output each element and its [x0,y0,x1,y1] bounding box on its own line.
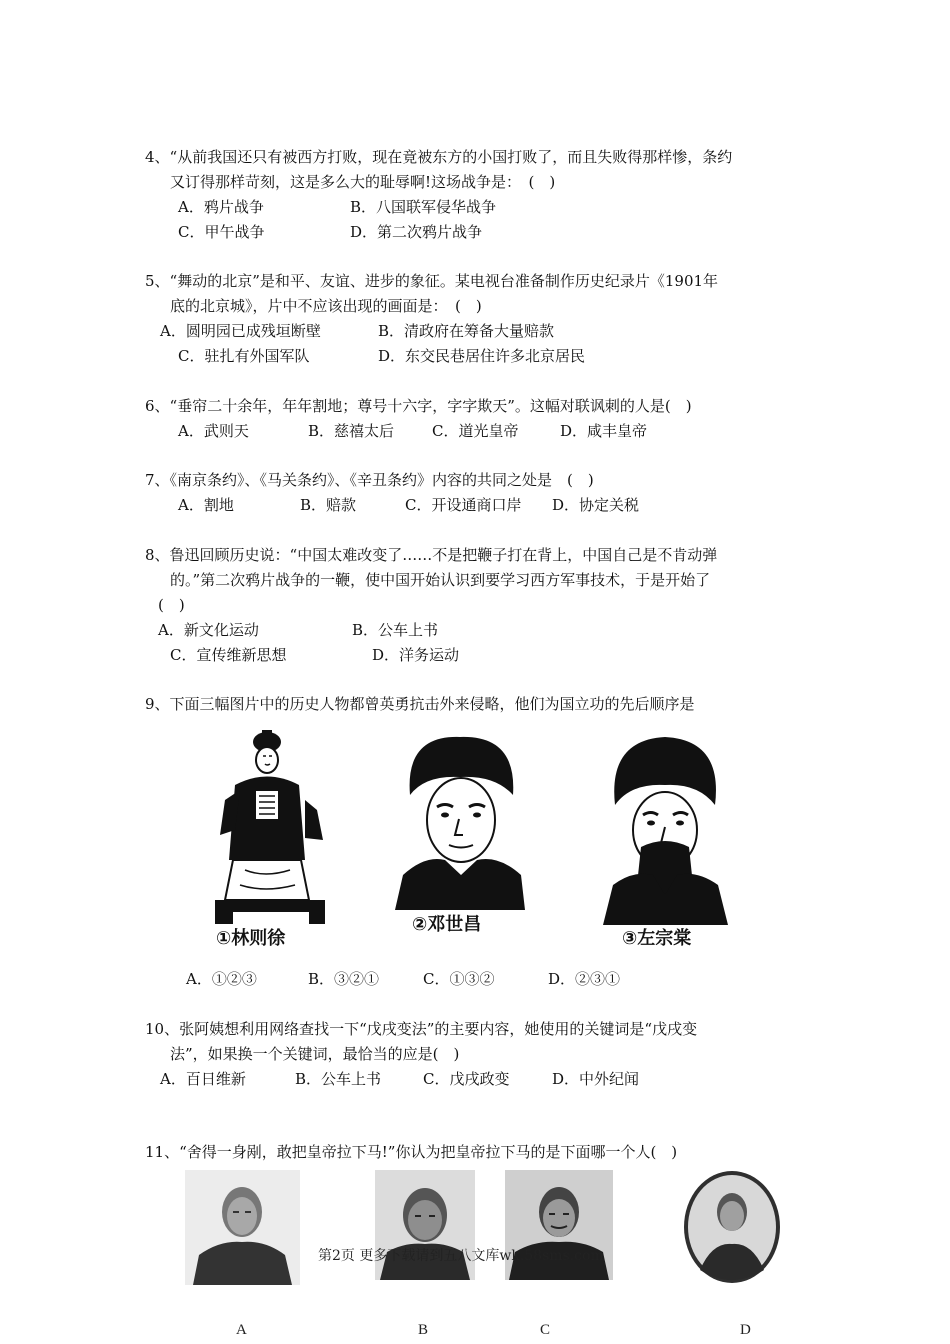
q9-option-b: B．③②① [308,970,380,988]
q9-option-c: C．①③② [423,970,495,988]
lin-zexu-portrait [205,730,335,925]
q8-option-c: C．宣传维新思想 [170,646,287,664]
q10-line-1: 10、张阿姨想利用网络查找一下“戊戌变法”的主要内容，她使用的关键词是“戊戌变 [145,1020,698,1038]
q10-option-a: A．百日维新 [160,1070,246,1088]
q7-option-c: C．开设通商口岸 [405,496,522,514]
zuo-zongtang-portrait [603,735,728,925]
photo-d [682,1170,782,1285]
caption-1: ①林则徐 [216,928,286,949]
q5-option-d: D．东交民巷居住许多北京居民 [378,347,586,365]
q4-line-1: 4、“从前我国还只有被西方打败，现在竟被东方的小国打败了，而且失败得那样惨，条约 [145,148,733,166]
q6-option-b: B．慈禧太后 [308,422,395,440]
q4-line-2: 又订得那样苛刻，这是多么大的耻辱啊!这场战争是： ( ) [170,173,556,191]
q7-option-d: D．协定关税 [552,496,640,514]
q8-option-b: B．公车上书 [352,621,439,639]
q9-option-a: A．①②③ [186,970,257,988]
q9-option-d: D．②③① [548,970,621,988]
q8-line-2: 的。”第二次鸦片战争的一鞭，使中国开始认识到要学习西方军事技术，于是开始了 [170,571,711,589]
q5-line-1: 5、“舞动的北京”是和平、友谊、进步的象征。某电视台准备制作历史纪录片《1901年 [145,272,719,290]
q10-option-b: B．公车上书 [295,1070,382,1088]
q10-option-c: C．戊戌政变 [423,1070,510,1088]
q4-option-c: C．甲午战争 [178,223,265,241]
q8-option-a: A．新文化运动 [158,621,259,639]
q5-line-2: 底的北京城》，片中不应该出现的画面是： ( ) [170,297,482,315]
q5-option-c: C．驻扎有外国军队 [178,347,310,365]
q9-line-1: 9、下面三幅图片中的历史人物都曾英勇抗击外来侵略，他们为国立功的先后顺序是 [145,695,695,713]
q7-line-1: 7、《南京条约》、《马关条约》、《辛丑条约》内容的共同之处是 ( ) [145,471,594,489]
q7-option-b: B．赔款 [300,496,357,514]
q10-option-d: D．中外纪闻 [552,1070,640,1088]
page-footer: 第2页 更多下载请到五八文库wk.58sms.com [318,1248,604,1264]
q4-option-a: A．鸦片战争 [178,198,264,216]
photo-label-d: D [740,1322,751,1338]
photo-a [185,1170,300,1285]
caption-2: ②邓世昌 [412,914,482,935]
photo-label-b: B [418,1322,429,1338]
q8-option-d: D．洋务运动 [372,646,460,664]
q11-line-1: 11、“舍得一身剐，敢把皇帝拉下马!”你认为把皇帝拉下马的是下面哪一个人( ) [145,1143,678,1161]
q5-option-b: B．清政府在筹备大量赔款 [378,322,555,340]
q8-line-3: ( ) [158,596,185,614]
q6-option-a: A．武则天 [178,422,249,440]
q6-line-1: 6、“垂帘二十余年，年年割地；尊号十六字，字字欺天”。这幅对联讽刺的人是( ) [145,397,692,415]
photo-label-a: A [236,1322,247,1338]
q6-option-c: C．道光皇帝 [432,422,519,440]
q7-option-a: A．割地 [178,496,234,514]
caption-3: ③左宗棠 [622,928,692,949]
photo-label-c: C [540,1322,551,1338]
q8-line-1: 8、鲁迅回顾历史说：“中国太难改变了……不是把鞭子打在背上，中国自己是不肯动弹 [145,546,718,564]
q4-option-b: B．八国联军侵华战争 [350,198,497,216]
deng-shichang-portrait [395,735,525,910]
q4-option-d: D．第二次鸦片战争 [350,223,483,241]
q5-option-a: A．圆明园已成残垣断壁 [160,322,321,340]
q6-option-d: D．咸丰皇帝 [560,422,648,440]
q10-line-2: 法”，如果换一个关键词，最恰当的应是( ) [170,1045,460,1063]
